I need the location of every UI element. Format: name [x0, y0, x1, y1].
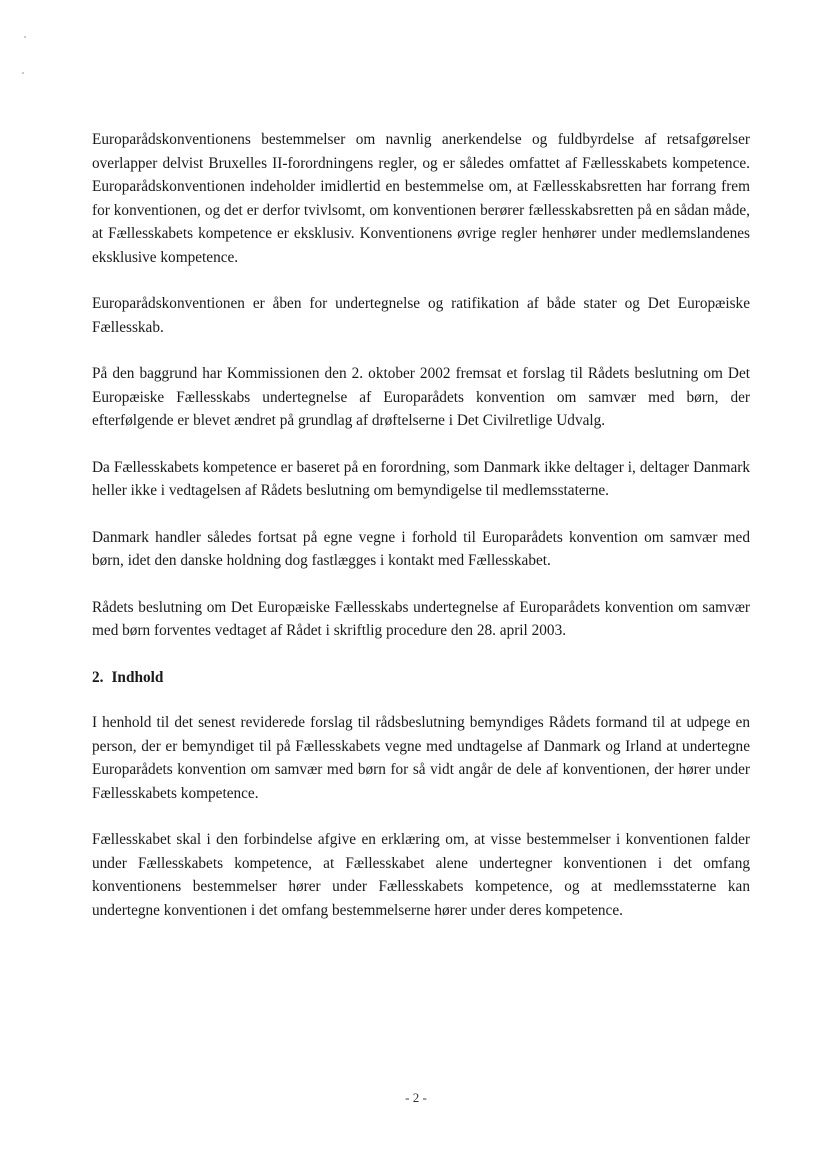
paragraph: Danmark handler således fortsat på egne vegne i forhold til Europarådets konvention om samvær med børn, idet den danske holdning dog fastlægges i kontakt med Fællesskabet.	[92, 528, 750, 569]
paragraph: På den baggrund har Kommissionen den 2. oktober 2002 fremsat et forslag til Rådets beslutning om Det Europæiske Fællesskabs undertegnelse af Europarådets konvention om samvær med børn, der efterfølgende er blevet ændret på grundlag af drøftelserne i Det Civilretlige Udvalg.	[92, 365, 750, 429]
paragraph: Rådets beslutning om Det Europæiske Fællesskabs undertegnelse af Europarådets konvention om samvær med børn forventes vedtaget af Rådet i skriftlig procedure den 28. april 2003.	[92, 598, 750, 639]
paragraph: Europarådskonventionens bestemmelser om navnlig anerkendelse og fuldbyrdelse af retsafgørelser overlapper delvist Bruxelles II-forordningens regler, og er således omfattet af Fællesskabets kompetence. Europarådskonventionen indeholder imidlertid en bestemmelse om, at Fællesskabsretten har forrang frem for konventionen, og det er derfor tvivlsomt, om konventionen berører fællesskabsretten på en sådan måde, at Fællesskabets kompetence er eksklusiv. Konventionens øvrige regler henhører under medlemslandenes eksklusive kompetence.	[92, 131, 750, 266]
paragraph: Fællesskabet skal i den forbindelse afgive en erklæring om, at visse bestemmelser i konventionen falder under Fællesskabets kompetence, at Fællesskabet alene undertegner konventionen i det omfang konventionens bestemmelser hører under Fællesskabets kompetence, og at medlemsstaterne kan undertegne konventionen i det omfang bestemmelserne hører under deres kompetence.	[92, 831, 750, 919]
page-number: - 2 -	[405, 1090, 427, 1105]
scan-speck	[24, 36, 26, 38]
section-number: 2.	[92, 668, 104, 686]
document-page	[92, 128, 750, 945]
section-heading	[92, 666, 750, 690]
paragraph: I henhold til det senest reviderede forslag til rådsbeslutning bemyndiges Rådets formand til at udpege en person, der er bemyndiget til på Fællesskabets vegne med undtagelse af Danmark og Irland at undertegne Europarådets konvention om samvær med børn for så vidt angår de dele af konventionen, der hører under Fællesskabets kompetence.	[92, 714, 750, 802]
paragraph: Da Fællesskabets kompetence er baseret på en forordning, som Danmark ikke deltager i, deltager Danmark heller ikke i vedtagelsen af Rådets beslutning om bemyndigelse til medlemsstaterne.	[92, 458, 750, 499]
section-title: Indhold	[111, 668, 164, 686]
paragraph: Europarådskonventionen er åben for undertegnelse og ratifikation af både stater og Det Europæiske Fællesskab.	[92, 295, 750, 336]
scan-speck	[22, 72, 24, 74]
